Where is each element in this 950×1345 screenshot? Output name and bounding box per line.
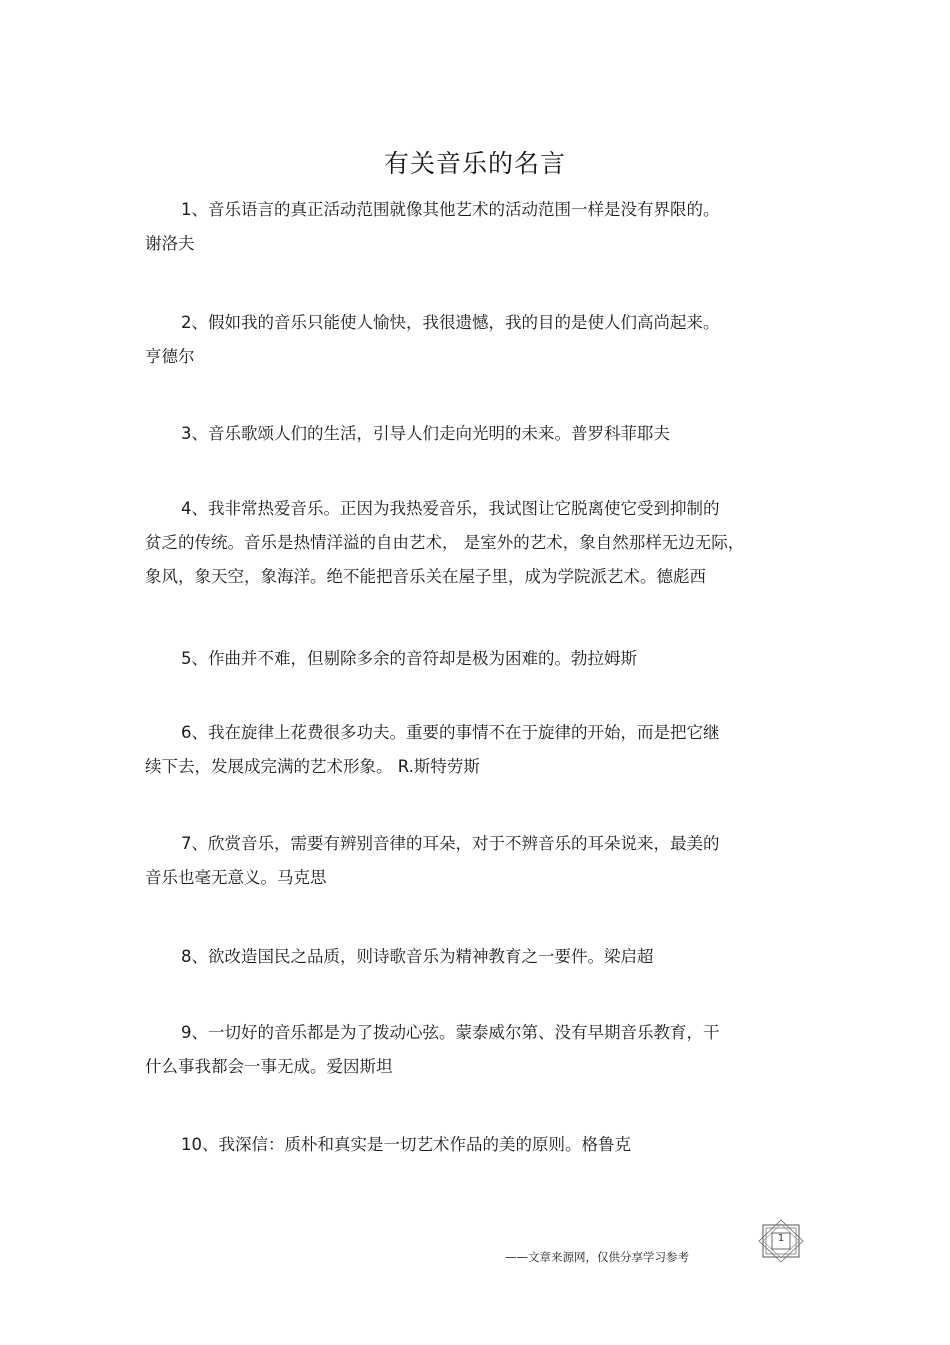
quote-item-2	[145, 306, 805, 374]
quote-item-5	[145, 642, 805, 676]
footer-source-note: ——文章来源网，仅供分享学习参考	[505, 1250, 689, 1264]
quote-line: 什么事我都会一事无成。爱因斯坦	[145, 1057, 393, 1076]
page-number-badge	[757, 1219, 805, 1263]
quote-line: 8、欲改造国民之品质，则诗歌音乐为精神教育之一要件。梁启超	[181, 947, 654, 966]
quote-line: 10、我深信：质朴和真实是一切艺术作品的美的原则。格鲁克	[181, 1135, 631, 1154]
page-number: 1	[777, 1233, 785, 1244]
document-title: 有关音乐的名言	[383, 149, 566, 178]
quote-item-3	[145, 417, 805, 451]
quote-item-6	[145, 716, 805, 784]
quote-line: 亨德尔	[145, 347, 195, 366]
quote-item-8	[145, 940, 805, 974]
quote-line: 1、音乐语言的真正活动范围就像其他艺术的活动范围一样是没有界限的。	[181, 200, 720, 219]
quote-line: 贫乏的传统。音乐是热情洋溢的自由艺术， 是室外的艺术，象自然那样无边无际，	[145, 533, 745, 552]
quote-line: 象风，象天空，象海洋。绝不能把音乐关在屋子里，成为学院派艺术。德彪西	[145, 567, 706, 586]
quote-item-9	[145, 1016, 805, 1084]
quote-line: 谢洛夫	[145, 234, 195, 253]
quote-line: 7、欣赏音乐，需要有辨别音律的耳朵，对于不辨音乐的耳朵说来，最美的	[181, 834, 720, 853]
quote-line: 续下去，发展成完满的艺术形象。 R.斯特劳斯	[145, 757, 480, 776]
quote-line: 9、一切好的音乐都是为了拨动心弦。蒙泰威尔第、没有早期音乐教育，干	[181, 1023, 720, 1042]
quote-line: 5、作曲并不难，但剔除多余的音符却是极为困难的。勃拉姆斯	[181, 649, 637, 668]
quote-item-10	[145, 1128, 805, 1162]
quote-item-7	[145, 827, 805, 895]
quote-line: 2、假如我的音乐只能使人愉快，我很遗憾，我的目的是使人们高尚起来。	[181, 313, 720, 332]
quote-item-1	[145, 193, 805, 261]
quote-line: 4、我非常热爱音乐。正因为我热爱音乐，我试图让它脱离使它受到抑制的	[181, 499, 720, 518]
quote-line: 6、我在旋律上花费很多功夫。重要的事情不在于旋律的开始，而是把它继	[181, 723, 720, 742]
quote-line: 3、音乐歌颂人们的生活，引导人们走向光明的未来。普罗科菲耶夫	[181, 424, 670, 443]
quote-line: 音乐也毫无意义。马克思	[145, 868, 327, 887]
quote-item-4	[145, 492, 805, 594]
